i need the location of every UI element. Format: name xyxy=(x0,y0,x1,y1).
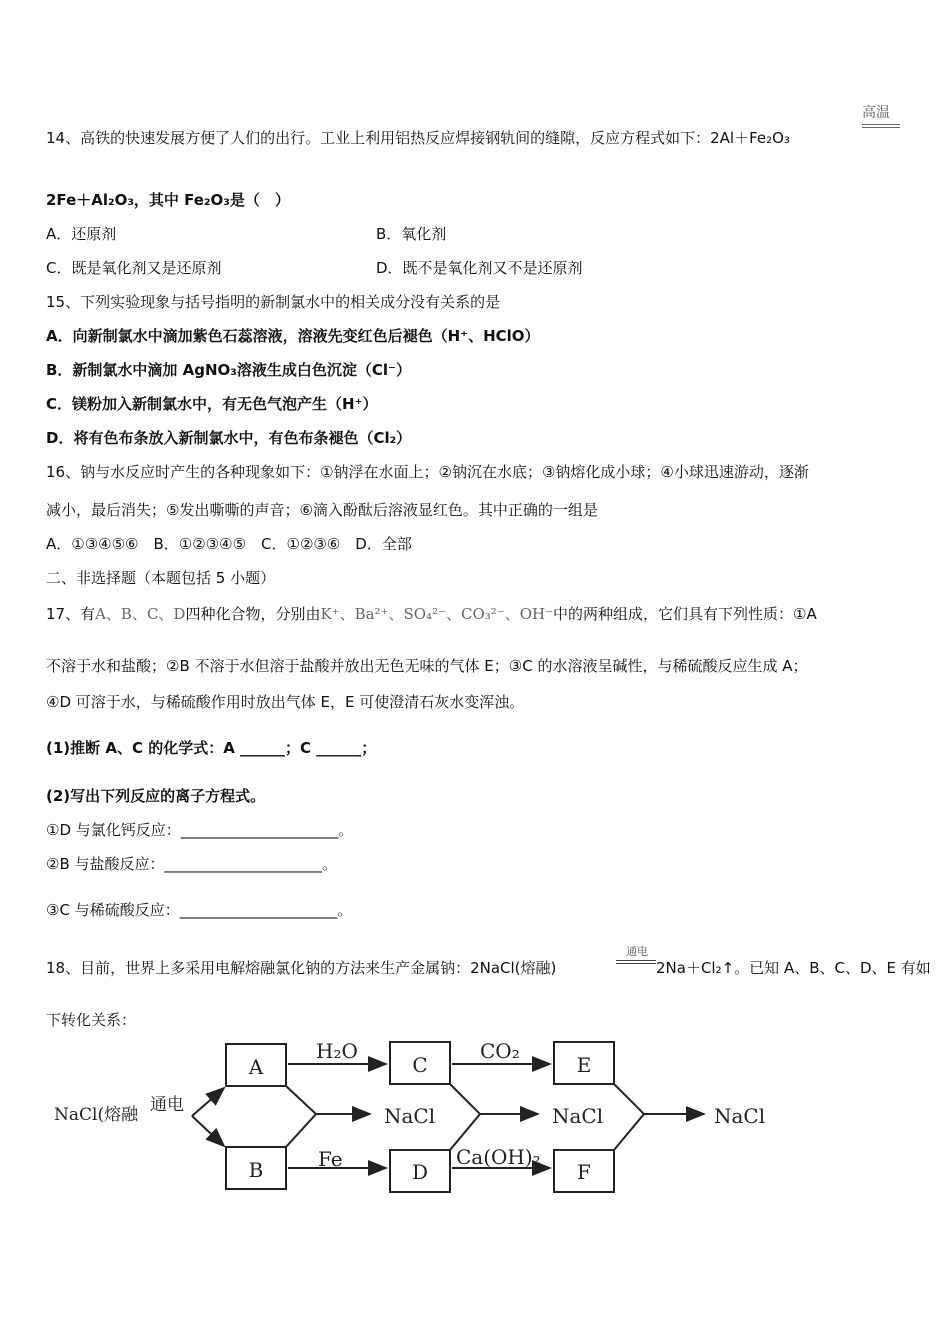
q15-option-c: C．镁粉加入新制氯水中，有无色气泡产生（H⁺） xyxy=(46,395,378,413)
label-c: C xyxy=(412,1053,428,1077)
section-2-heading: 二、非选择题（本题包括 5 小题） xyxy=(46,569,276,587)
q14-option-b: B．氧化剂 xyxy=(376,225,447,243)
q18-line1: 18、目前，世界上多采用电解熔融氯化钠的方法来生产金属钠：2NaCl(熔融) xyxy=(46,959,557,977)
q15-option-d: D．将有色布条放入新制氯水中，有色布条褪色（Cl₂） xyxy=(46,429,412,447)
label-e: E xyxy=(576,1053,592,1077)
q18-line2: 下转化关系： xyxy=(46,1011,137,1029)
q14-line2: 2Fe＋Al₂O₃，其中 Fe₂O₃是（ ） xyxy=(46,191,290,209)
merge-cd xyxy=(450,1084,480,1150)
arrow-to-b xyxy=(192,1116,224,1146)
q16-options: A．①③④⑤⑥ B．①②③④⑤ C．①②③⑥ D．全部 xyxy=(46,535,412,553)
q17-part1: (1)推断 A、C 的化学式：A ______；C ______； xyxy=(46,739,377,757)
nacl-product-2: NaCl xyxy=(552,1104,604,1128)
q14-option-a: A．还原剂 xyxy=(46,225,117,243)
electrolysis-label: 通电 xyxy=(150,1095,184,1115)
start-nacl-label: NaCl(熔融 xyxy=(54,1105,139,1125)
arrow-to-a xyxy=(192,1088,224,1116)
q15-stem: 15、下列实验现象与括号指明的新制氯水中的相关成分没有关系的是 xyxy=(46,293,501,311)
label-a: A xyxy=(248,1055,264,1079)
q14-option-d: D．既不是氧化剂又不是还原剂 xyxy=(376,259,583,277)
q17-reaction-2: ②B 与盐酸反应：_____________________。 xyxy=(46,855,338,873)
q14-options-row2 xyxy=(46,258,906,278)
reaction-condition-electrolysis: 通电 xyxy=(616,943,656,964)
q18-line1-tail: 2Na＋Cl₂↑。已知 A、B、C、D、E 有如 xyxy=(656,959,931,977)
label-fe: Fe xyxy=(318,1147,343,1171)
q17-part2: (2)写出下列反应的离子方程式。 xyxy=(46,787,266,805)
q14-options-row1 xyxy=(46,224,906,244)
label-h2o: H₂O xyxy=(316,1039,358,1063)
q16-line1: 16、钠与水反应时产生的各种现象如下：①钠浮在水面上；②钠沉在水底；③钠熔化成小球；④小球迅速游动，逐渐 xyxy=(46,463,809,481)
q15-option-b: B．新制氯水中滴加 AgNO₃溶液生成白色沉淀（Cl⁻） xyxy=(46,361,411,379)
label-co2: CO₂ xyxy=(480,1039,520,1063)
q17-ions: K⁺、Ba²⁺、SO₄²⁻、CO₃²⁻、OH⁻ xyxy=(320,605,554,623)
nacl-product-3: NaCl xyxy=(714,1104,766,1128)
label-caoh2: Ca(OH)₂ xyxy=(456,1145,541,1169)
label-b: B xyxy=(248,1158,264,1182)
q14-line1: 14、高铁的快速发展方便了人们的出行。工业上利用铝热反应焊接钢轨间的缝隙，反应方程式如下：2Al＋Fe₂O₃ xyxy=(46,129,790,147)
q17-line2: 不溶于水和盐酸；②B 不溶于水但溶于盐酸并放出无色无味的气体 E；③C 的水溶液呈碱性，与稀硫酸反应生成 A； xyxy=(46,657,808,675)
merge-ef xyxy=(614,1084,644,1150)
q16-line2: 减小，最后消失；⑤发出嘶嘶的声音；⑥滴入酚酞后溶液显红色。其中正确的一组是 xyxy=(46,501,598,519)
nacl-product-1: NaCl xyxy=(384,1104,436,1128)
reaction-condition-high-temp: 高温 xyxy=(862,102,900,128)
q17-line3: ④D 可溶于水，与稀硫酸作用时放出气体 E，E 可使澄清石灰水变浑浊。 xyxy=(46,693,525,711)
q14-option-c: C．既是氧化剂又是还原剂 xyxy=(46,259,222,277)
q17-compounds: A、B、C、D xyxy=(95,605,186,623)
q17-reaction-3: ③C 与稀硫酸反应：_____________________。 xyxy=(46,901,353,919)
label-f: F xyxy=(577,1160,591,1184)
merge-ab xyxy=(286,1086,316,1147)
q15-option-a: A．向新制氯水中滴加紫色石蕊溶液，溶液先变红色后褪色（H⁺、HClO） xyxy=(46,327,540,345)
q17-reaction-1: ①D 与氯化钙反应：_____________________。 xyxy=(46,821,354,839)
conversion-diagram xyxy=(0,1030,950,1230)
q17-line1: 17、有A、B、C、D四种化合物，分别由K⁺、Ba²⁺、SO₄²⁻、CO₃²⁻、OH⁻中的两种组成，它们具有下列性质：①A xyxy=(46,605,817,623)
label-d: D xyxy=(411,1160,429,1184)
